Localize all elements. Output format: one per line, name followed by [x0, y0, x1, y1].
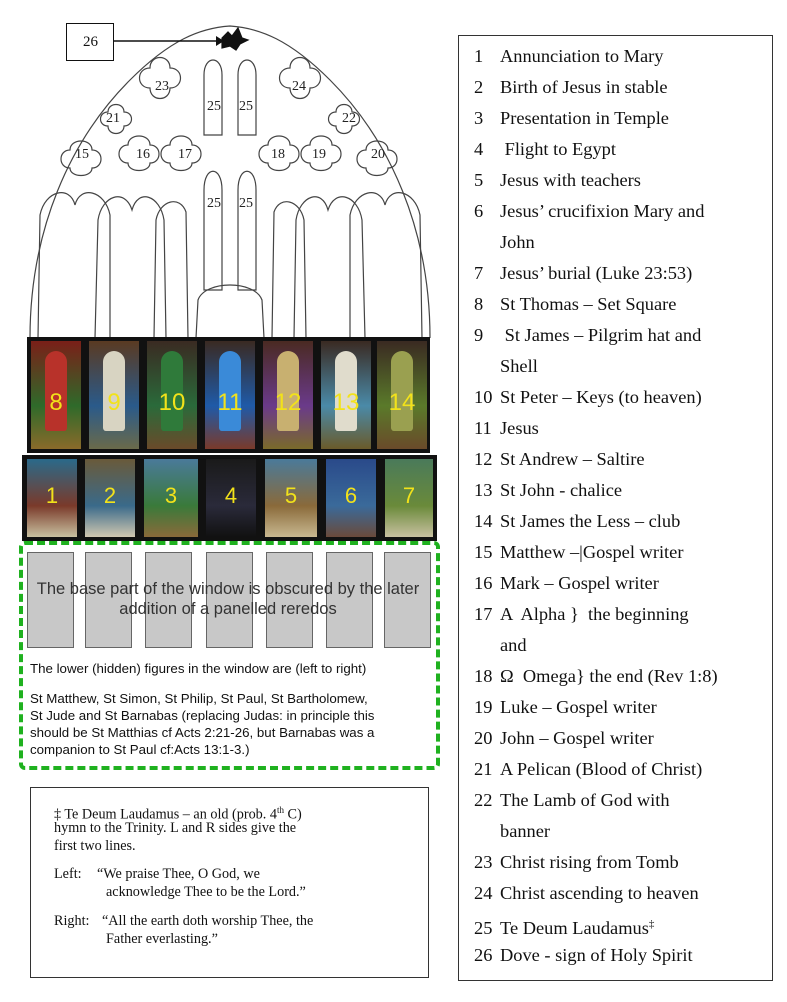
legend-item-20	[474, 723, 769, 754]
window-panel-8	[31, 341, 81, 449]
panel-number-11: 11	[217, 389, 243, 416]
upper-window-row	[27, 337, 430, 453]
legend-item-8	[474, 289, 769, 320]
legend-number: 5	[474, 170, 484, 190]
te-deum-left-label: Left:	[54, 866, 82, 882]
legend-number: 25	[474, 918, 493, 939]
legend-number: 14	[474, 511, 493, 531]
legend-text: St Thomas – Set Square	[500, 294, 677, 314]
legend-item-22-cont: banner	[500, 821, 551, 841]
legend-text: Mark – Gospel writer	[500, 573, 659, 593]
legend-item-21	[474, 754, 769, 785]
te-deum-right-label: Right:	[54, 913, 90, 929]
te-deum-intro-2: hymn to the Trinity. L and R sides give the	[54, 820, 297, 836]
legend-item-23	[474, 847, 769, 878]
te-deum-right-line-2: Father everlasting.”	[106, 931, 218, 947]
te-deum-intro-text: ‡ Te Deum Laudamus – an old (prob. 4	[54, 806, 277, 823]
window-panel-9	[89, 341, 139, 449]
legend-number: 16	[474, 573, 493, 593]
legend-item-15	[474, 537, 769, 568]
legend-text: Jesus with teachers	[500, 170, 641, 190]
legend-sup: ‡	[648, 918, 655, 930]
legend-text: Birth of Jesus in stable	[500, 77, 668, 97]
hidden-figures-line: St Jude and St Barnabas (replacing Judas: in principle this	[30, 708, 375, 723]
legend-number: 26	[474, 945, 493, 965]
legend-box	[458, 35, 773, 981]
panel-number-5: 5	[284, 483, 298, 508]
tracery-number-18: 18	[271, 147, 285, 162]
te-deum-right-line-1: “All the earth doth worship Thee, the	[102, 913, 314, 929]
legend-text: John – Gospel writer	[500, 728, 654, 748]
window-panel-11	[205, 341, 255, 449]
panel-number-9: 9	[107, 389, 121, 416]
legend-item-10	[474, 382, 769, 413]
window-panel-3	[144, 459, 198, 537]
legend-number: 24	[474, 883, 493, 903]
legend-text: St Peter – Keys (to heaven)	[500, 387, 702, 407]
legend-text: Matthew –|Gospel writer	[500, 542, 684, 562]
legend-item-12	[474, 444, 769, 475]
legend-number: 4	[474, 139, 484, 159]
te-deum-intro-3: first two lines.	[54, 838, 136, 854]
legend-number: 17	[474, 604, 493, 624]
legend-number: 6	[474, 201, 484, 221]
legend-text: St James – Pilgrim hat and	[500, 325, 702, 345]
panel-number-12: 12	[274, 389, 302, 416]
legend-item-7	[474, 258, 769, 289]
panel-number-4: 4	[224, 483, 238, 508]
legend-text: A Alpha } the beginning	[500, 604, 689, 624]
te-deum-intro-sup: th	[276, 805, 284, 815]
legend-item-4	[474, 134, 769, 165]
legend-item-9-cont: Shell	[500, 356, 538, 376]
legend-item-9	[474, 320, 769, 351]
window-panel-4	[206, 459, 256, 537]
panel-number-7: 7	[402, 483, 416, 508]
tracery-number-25-a: 25	[207, 99, 221, 114]
panel-number-6: 6	[344, 483, 358, 508]
panel-number-10: 10	[158, 389, 186, 416]
panel-number-3: 3	[164, 483, 178, 508]
legend-text: Jesus’ crucifixion Mary and	[500, 201, 705, 221]
legend-text: Ω Omega} the end (Rev 1:8)	[500, 666, 718, 686]
panel-number-8: 8	[49, 389, 63, 416]
legend-number: 13	[474, 480, 493, 500]
legend-text: Te Deum Laudamus	[500, 918, 649, 939]
tracery-number-25-b: 25	[239, 99, 253, 114]
window-panel-6	[326, 459, 376, 537]
legend-item-22	[474, 785, 769, 816]
tracery-number-17: 17	[178, 147, 192, 162]
legend-text: St James the Less – club	[500, 511, 681, 531]
legend-text: St Andrew – Saltire	[500, 449, 645, 469]
legend-item-26	[474, 940, 769, 971]
tracery-number-21: 21	[106, 111, 120, 126]
legend-number: 2	[474, 77, 484, 97]
te-deum-left-line-1: “We praise Thee, O God, we	[97, 866, 260, 882]
legend-text: Jesus	[500, 418, 539, 438]
tracery-number-20: 20	[371, 147, 385, 162]
legend-text: Luke – Gospel writer	[500, 697, 657, 717]
legend-number: 9	[474, 325, 484, 345]
te-deum-note	[30, 787, 429, 978]
window-panel-7	[385, 459, 433, 537]
legend-text: The Lamb of God with	[500, 790, 670, 810]
panel-number-1: 1	[45, 483, 59, 508]
legend-item-18	[474, 661, 769, 692]
legend-item-2	[474, 72, 769, 103]
hidden-figures-line: St Matthew, St Simon, St Philip, St Paul, St Bartholomew,	[30, 691, 368, 706]
legend-number: 3	[474, 108, 484, 128]
tracery-number-19: 19	[312, 147, 326, 162]
legend-item-3	[474, 103, 769, 134]
legend-number: 15	[474, 542, 493, 562]
reredos-note: The base part of the window is obscured by the later addition of a panelled reredos	[36, 580, 420, 618]
legend-item-19	[474, 692, 769, 723]
legend-text: Christ ascending to heaven	[500, 883, 699, 903]
legend-text: Flight to Egypt	[500, 139, 616, 159]
legend-item-17	[474, 599, 769, 630]
panel-number-13: 13	[332, 389, 360, 416]
window-panel-2	[85, 459, 135, 537]
window-panel-10	[147, 341, 197, 449]
label-26-box	[66, 23, 114, 61]
legend-item-25	[474, 909, 769, 944]
tracery-number-22: 22	[342, 111, 356, 126]
lower-window-row	[22, 455, 437, 541]
legend-text: Annunciation to Mary	[500, 46, 664, 66]
legend-text: St John - chalice	[500, 480, 623, 500]
window-panel-13	[321, 341, 371, 449]
te-deum-intro-end: C)	[283, 806, 302, 823]
legend-number: 20	[474, 728, 493, 748]
legend-item-5	[474, 165, 769, 196]
tracery-number-23: 23	[155, 79, 169, 94]
window-panel-5	[265, 459, 317, 537]
tracery-number-25-c: 25	[207, 196, 221, 211]
legend-number: 10	[474, 387, 493, 407]
legend-item-1	[474, 41, 769, 72]
legend-text: Christ rising from Tomb	[500, 852, 679, 872]
window-panel-12	[263, 341, 313, 449]
hidden-figures-intro: The lower (hidden) figures in the window are (left to right)	[30, 661, 367, 676]
legend-item-16	[474, 568, 769, 599]
legend-text: Jesus’ burial (Luke 23:53)	[500, 263, 693, 283]
legend-item-24	[474, 878, 769, 909]
panel-number-2: 2	[103, 483, 117, 508]
legend-text: Dove - sign of Holy Spirit	[500, 945, 693, 965]
legend-number: 21	[474, 759, 493, 779]
legend-number: 8	[474, 294, 484, 314]
hidden-figures-line: companion to St Paul cf:Acts 13:1-3.)	[30, 742, 250, 757]
legend-number: 7	[474, 263, 484, 283]
hidden-figures-line: should be St Matthias cf Acts 2:21-26, but Barnabas was a	[30, 725, 375, 740]
legend-number: 12	[474, 449, 493, 469]
legend-text: Presentation in Temple	[500, 108, 669, 128]
label-26: 26	[83, 34, 98, 50]
legend-item-17-cont: and	[500, 635, 527, 655]
window-panel-1	[27, 459, 77, 537]
legend-item-13	[474, 475, 769, 506]
legend-number: 18	[474, 666, 493, 686]
legend-number: 11	[474, 418, 492, 438]
legend-number: 1	[474, 46, 484, 66]
tracery-number-16: 16	[136, 147, 150, 162]
legend-number: 23	[474, 852, 493, 872]
panel-number-14: 14	[388, 389, 416, 416]
tracery-number-25-d: 25	[239, 196, 253, 211]
legend-item-14	[474, 506, 769, 537]
legend-item-11	[474, 413, 769, 444]
legend-number: 19	[474, 697, 493, 717]
te-deum-left-line-2: acknowledge Thee to be the Lord.”	[106, 884, 306, 900]
legend-item-6	[474, 196, 769, 227]
legend-number: 22	[474, 790, 493, 810]
tracery-number-15: 15	[75, 147, 89, 162]
legend-text: A Pelican (Blood of Christ)	[500, 759, 703, 779]
window-panel-14	[377, 341, 427, 449]
tracery-number-24: 24	[292, 79, 306, 94]
legend-item-6-cont: John	[500, 232, 535, 252]
